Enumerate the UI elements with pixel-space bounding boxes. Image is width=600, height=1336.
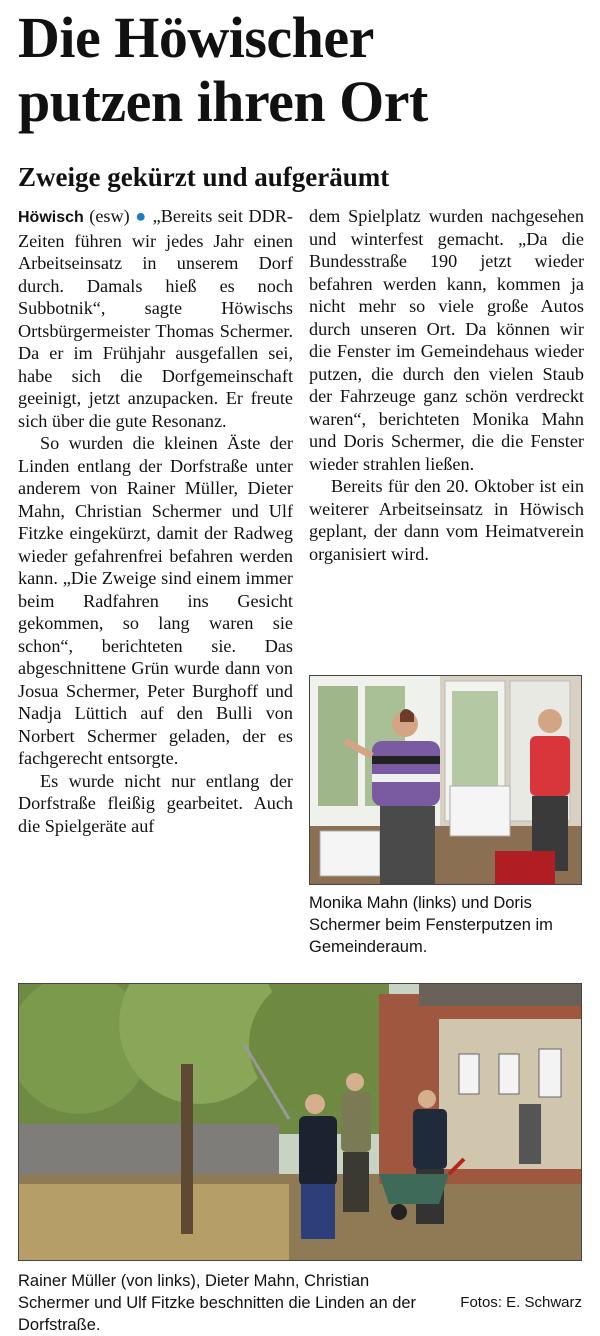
headline-line-2: putzen ihren Ort bbox=[18, 69, 428, 134]
subheadline: Zweige gekürzt und aufgeräumt bbox=[18, 162, 390, 192]
article-paragraph: Es wurde nicht nur entlang der Dorfstraße fleißig gearbeitet. Auch die Spielgeräte auf bbox=[18, 770, 293, 836]
bullet-icon: ● bbox=[135, 206, 148, 226]
photo-caption: Monika Mahn (links) und Doris Schermer beim Fensterputzen im Gemeinderaum. bbox=[309, 894, 553, 956]
photo-caption: Rainer Müller (von links), Dieter Mahn, Christian Schermer und Ulf Fitzke beschnitten die Linden an der Dorfstraße. bbox=[18, 1272, 417, 1334]
headline bbox=[18, 6, 588, 134]
article-column-right bbox=[309, 205, 584, 565]
dateline-agency: (esw) bbox=[83, 206, 136, 226]
article-paragraph: Bereits für den 20. Oktober ist ein weiterer Arbeitseinsatz in Höwisch geplant, der dann vom Heimatverein organisiert wird. bbox=[309, 476, 584, 564]
article-paragraph bbox=[18, 205, 293, 432]
photo-tree-trimming bbox=[18, 983, 582, 1261]
paragraph-text: „Bereits seit DDR-Zeiten führen wir jedes Jahr einen Arbeitseinsatz in unserem Dorf durch. Damals hieß es noch Subbotnik“, sagte Höwischs Ortsbürgermeister Thomas Schermer. Da er im Frühjahr ausgefallen sei, habe sich die Dorfgemeinschaft geeinigt, jetzt anzupacken. Er freute sich über die gute Resonanz. bbox=[18, 206, 293, 431]
article-paragraph: So wurden die kleinen Äste der Linden entlang der Dorfstraße unter anderem von Rainer Müller, Dieter Mahn, Christian Schermer und Ulf Fitzke eingekürzt, damit der Radweg wieder gefahrenfrei befahren werden kann. „Die Zweige sind einem immer beim Radfahren ins Gesicht gekommen, so lang waren sie schon“, berichteten sie. Das abgeschnittene Grün wurde dann von Josua Schermer, Peter Burghoff und Nadja Lüttich auf den Bulli von Norbert Schermer geladen, der es fachgerecht entsorgte. bbox=[18, 433, 293, 768]
photo-window-cleaning bbox=[309, 675, 582, 885]
headline-line-1: Die Höwischer bbox=[18, 5, 374, 70]
article-paragraph: dem Spielplatz wurden nachgesehen und winterfest gemacht. „Da die Bundesstraße 190 jetzt wieder befahren werden kann, kommen ja nicht mehr so viele große Autos durch unseren Ort. Da können wir die Fenster im Gemeindehaus wieder putzen, die durch den vielen Staub der Fahrzeuge ganz schön verdreckt waren“, berichteten Monika Mahn und Doris Schermer, die die Fenster wieder strahlen ließen. bbox=[309, 206, 584, 474]
photo-credit: Fotos: E. Schwarz bbox=[460, 1294, 582, 1311]
article-column-left bbox=[18, 205, 293, 837]
dateline-place: Höwisch bbox=[18, 209, 84, 226]
